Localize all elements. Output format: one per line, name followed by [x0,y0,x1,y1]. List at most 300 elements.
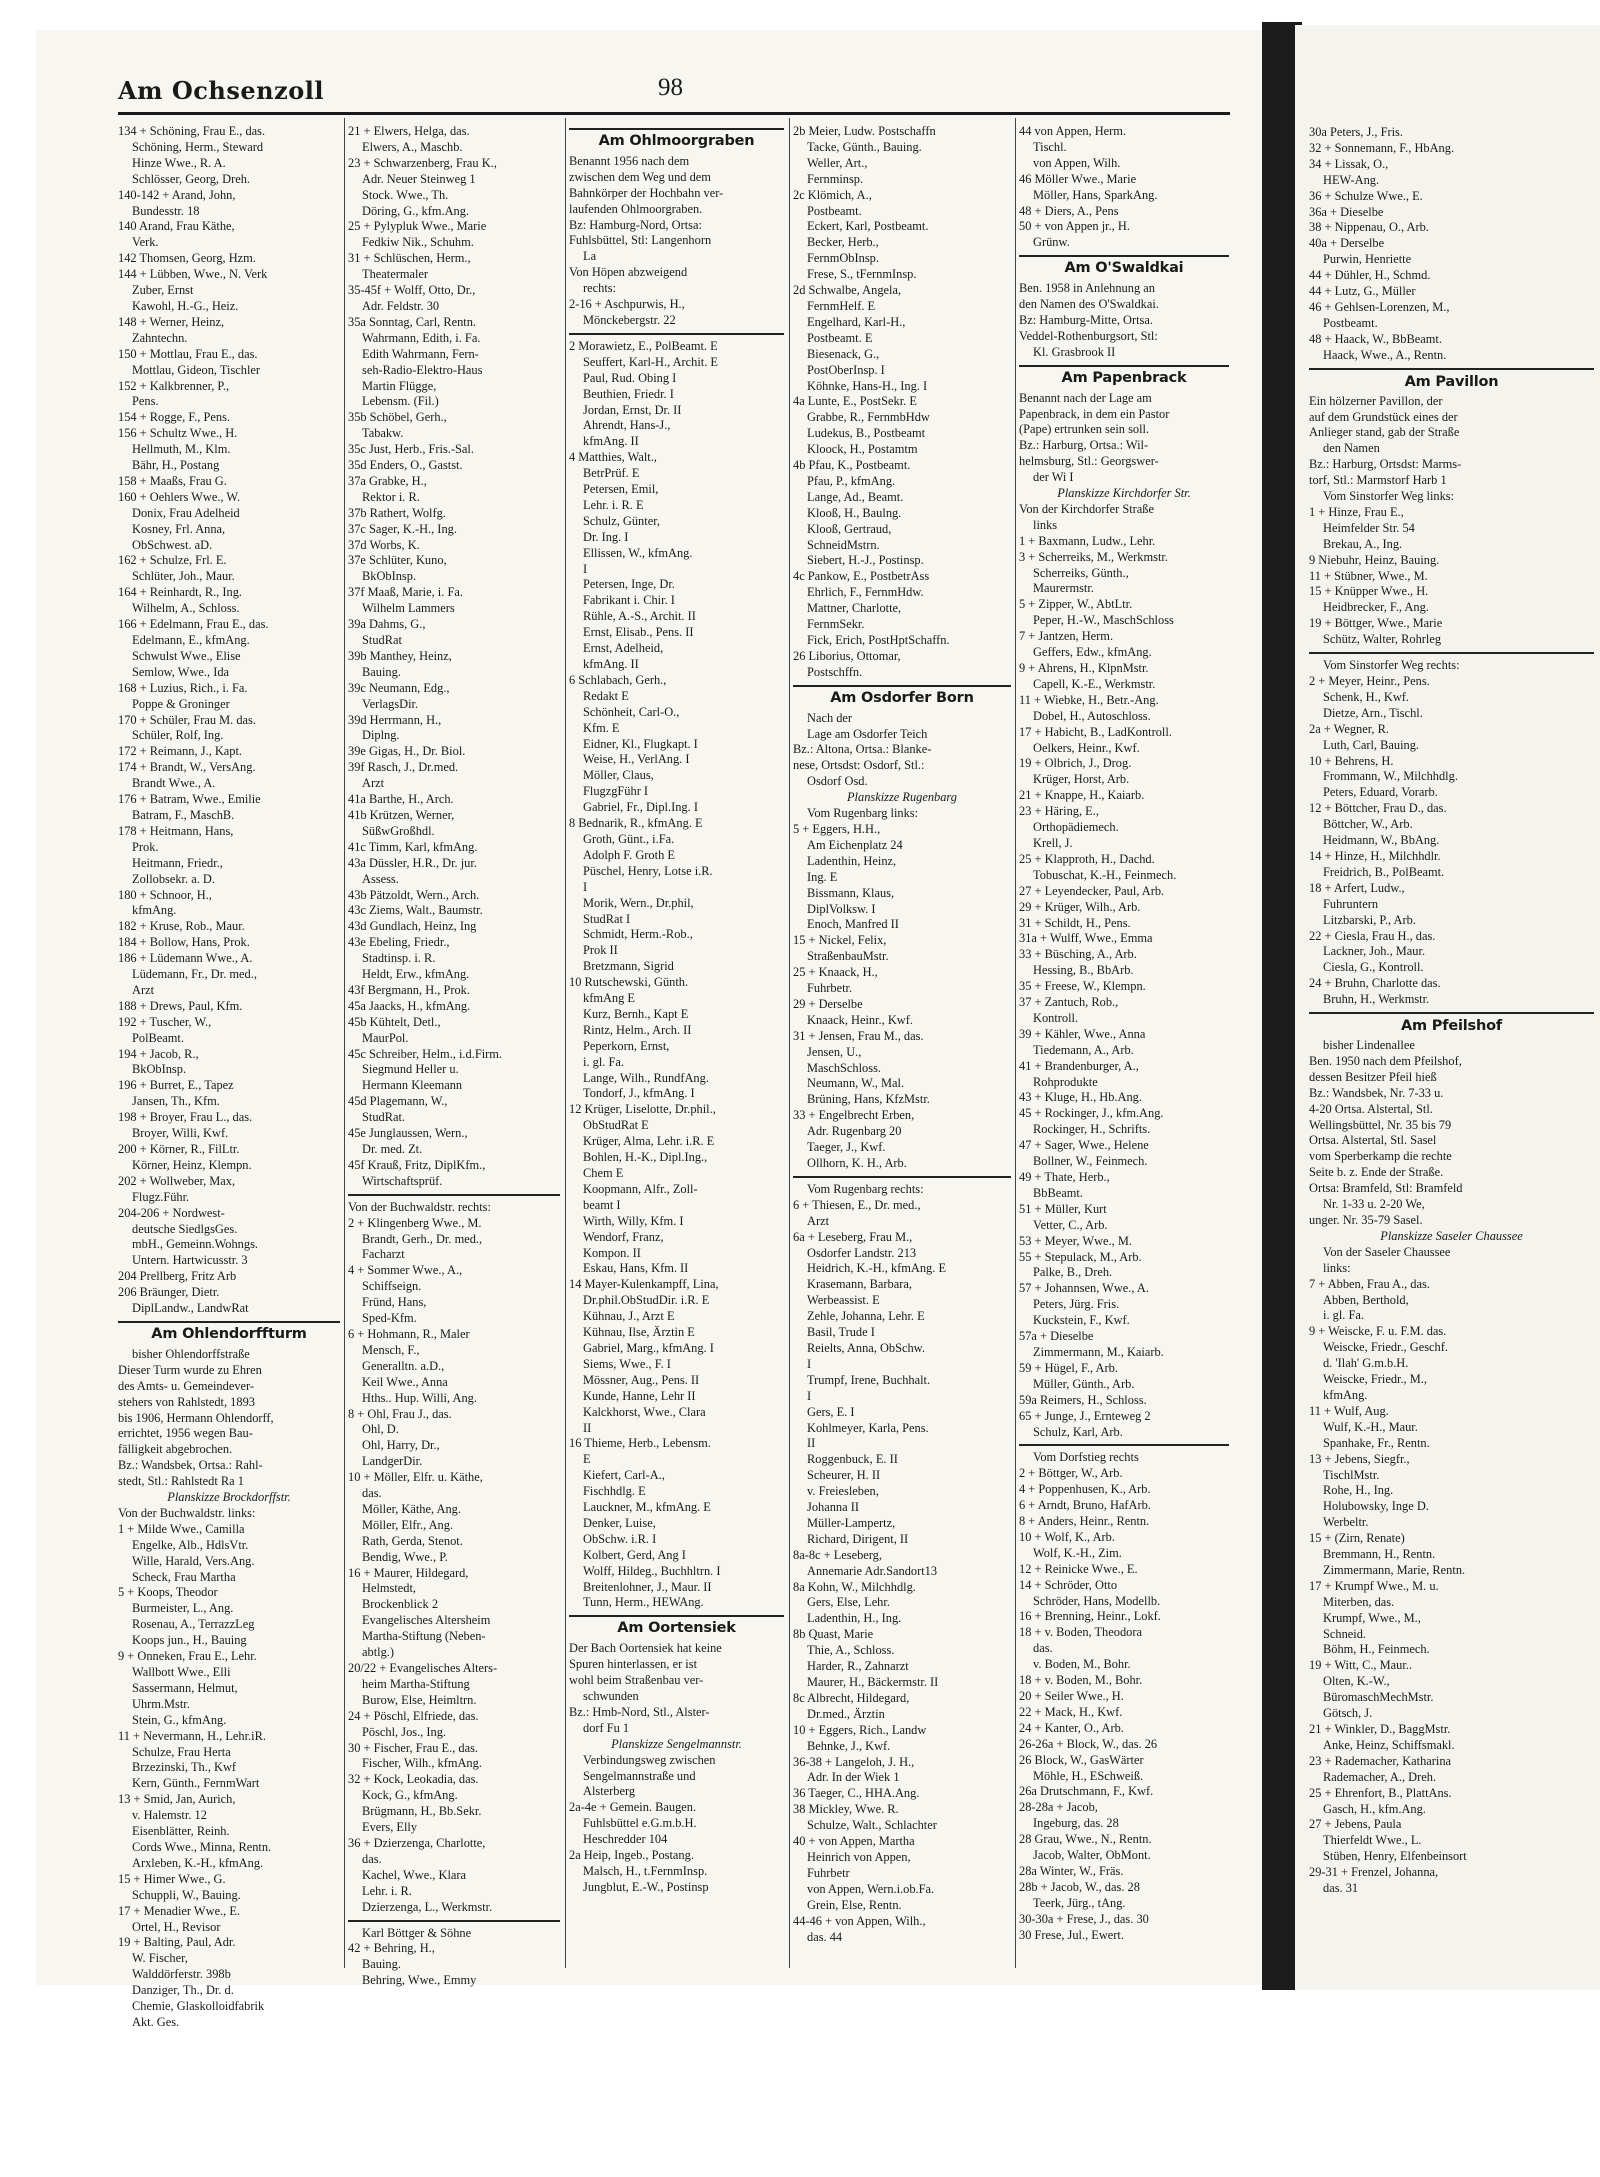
address-entry: 154 + Rogge, F., Pens. [118,410,231,425]
resident-entry: Evangelisches Altersheim [362,1613,491,1628]
resident-entry: LandgerDir. [362,1454,423,1469]
address-entry: 17 + Krumpf Wwe., M. u. [1309,1578,1439,1593]
address-entry: 35-45f + Wolff, Otto, Dr., [348,283,476,298]
section-divider [1309,368,1594,370]
address-entry: 25 + Pylypluk Wwe., Marie [348,219,487,234]
resident-entry: StudRat [362,633,402,647]
resident-entry: Heschredder 104 [583,1832,668,1847]
resident-entry: Kalckhorst, Wwe., Clara [583,1404,706,1419]
resident-entry: v. Boden, M., Bohr. [1033,1657,1131,1672]
map-reference: Planskizze Brockdorffstr. [167,1490,291,1505]
resident-entry: Denker, Luise, [583,1515,656,1530]
address-entry: 16 + Brenning, Heinr., Lokf. [1019,1609,1161,1624]
resident-entry: Spanhake, Fr., Rentn. [1323,1435,1430,1450]
address-entry: 4a Lunte, E., PostSekr. E [793,394,917,409]
address-entry: 29-31 + Frenzel, Johanna, [1309,1865,1439,1880]
address-entry: 31 + Jensen, Frau M., das. [793,1028,924,1043]
resident-entry: Fründ, Hans, [362,1295,427,1310]
address-entry: 23 + Rademacher, Katharina [1309,1753,1452,1768]
address-entry: 2 + Böttger, W., Arb. [1019,1466,1123,1481]
resident-entry: Ollhorn, K. H., Arb. [807,1156,907,1170]
resident-entry: Krüger, Alma, Lehr. i.R. E [583,1134,715,1149]
resident-entry: StudRat I [583,911,631,926]
resident-entry: links: [1323,1260,1351,1275]
section-divider [569,128,784,130]
address-entry: 39a Dahms, G., [348,617,426,632]
address-entry: 49 + Thate, Herb., [1019,1170,1110,1184]
resident-entry: Krasemann, Barbara, [807,1277,912,1292]
resident-entry: Lüdemann, Fr., Dr. med., [132,967,257,982]
resident-entry: von Appen, Wilh. [1033,155,1121,170]
resident-entry: Generalltn. a.D., [362,1358,445,1373]
resident-entry: Kuckstein, F., Kwf. [1033,1313,1130,1328]
address-entry: 6 + Arndt, Bruno, HafArb. [1019,1498,1151,1513]
resident-entry: Lebensm. (Fil.) [362,394,439,409]
resident-entry: Schönheit, Carl-O., [583,704,680,719]
address-entry: 57 + Johannsen, Wwe., A. [1019,1281,1149,1296]
resident-entry: Postbeamt. [1323,315,1378,330]
address-entry: 19 + Olbrich, J., Drog. [1019,756,1132,771]
resident-entry: Ahrendt, Hans-J., [583,418,671,433]
resident-entry: Thierfeldt Wwe., L. [1323,1833,1422,1848]
resident-entry: Elwers, A., Maschb. [362,139,463,154]
address-entry: 20/22 + Evangelisches Alters- [348,1661,498,1675]
resident-entry: Dr.phil.ObStudDir. i.R. E [583,1293,710,1308]
resident-entry: Batram, F., MaschB. [132,807,235,822]
address-entry: 4c Pankow, E., PostbetrAss [793,569,930,584]
address-entry: 200 + Körner, R., FilLtr. [118,1142,240,1156]
resident-entry: Kompon. II [583,1245,641,1260]
resident-entry: Dr. Ing. I [583,529,629,544]
resident-entry: Bollner, W., Feinmech. [1033,1154,1148,1169]
address-entry: Ben. 1958 in Anlehnung an [1019,281,1155,296]
address-entry: Benannt nach der Lage am [1019,390,1152,405]
resident-entry: Zahntechn. [132,330,188,345]
resident-entry: Diplng. [362,728,400,743]
resident-entry: Stock. Wwe., Th. [362,187,449,202]
address-entry: 30 + Fischer, Frau E., das. [348,1740,479,1755]
address-entry: 10 + Behrens, H. [1309,753,1394,768]
address-entry: 7 + Abben, Frau A., das. [1309,1276,1430,1291]
resident-entry: Evers, Elly [362,1820,418,1835]
resident-entry: Schüler, Rolf, Ing. [132,728,224,743]
address-entry: 15 + (Zirn, Renate) [1309,1531,1405,1546]
resident-entry: Wilhelm, A., Schloss. [132,601,240,616]
resident-entry: Jordan, Ernst, Dr. II [583,402,682,417]
resident-entry: Heimfelder Str. 54 [1323,520,1415,535]
page-title: Am Ochsenzoll [118,76,324,105]
resident-entry: Kloock, H., Postamtm [807,442,918,457]
address-entry: helmsburg, Stl.: Georgswer- [1019,454,1159,469]
address-entry: 31a + Wulff, Wwe., Emma [1019,931,1153,946]
resident-entry: Arxleben, K.-H., kfmAng. [132,1855,264,1870]
section-divider [569,333,784,335]
resident-entry: Helmstedt, [362,1581,417,1596]
resident-entry: Weise, H., VerlAng. I [583,752,690,767]
column-divider [344,118,345,1968]
address-entry: 21 + Winkler, D., BaggMstr. [1309,1722,1451,1736]
address-entry: Ein hölzerner Pavillon, der [1309,393,1443,408]
address-entry: 2 + Klingenberg Wwe., M. [348,1215,482,1230]
resident-entry: La [583,249,597,264]
resident-entry: Böhm, H., Feinmech. [1323,1642,1430,1657]
address-entry: 37 + Zantuch, Rob., [1019,995,1119,1010]
address-entry: 9 + Weiscke, F. u. F.M. das. [1309,1324,1447,1339]
address-entry: 6 Schlabach, Gerh., [569,672,667,687]
address-entry: Fuhlsbüttel, Stl: Langenhorn [569,233,712,248]
resident-entry: Wulf, K.-H., Maur. [1323,1419,1418,1434]
address-entry: 46 Möller Wwe., Marie [1019,171,1137,186]
resident-entry: deutsche SiedlgsGes. [132,1221,238,1236]
address-entry: 176 + Batram, Wwe., Emilie [118,792,261,807]
address-entry: 45d Plagemann, W., [348,1094,448,1109]
address-entry: wohl beim Straßenbau ver- [569,1673,704,1688]
street-heading: Am Ohlmoorgraben [598,133,755,149]
resident-entry: Nach der [807,710,853,725]
resident-entry: Eskau, Hans, Kfm. II [583,1261,689,1276]
address-entry: 43d Gundlach, Heinz, Ing [348,919,477,934]
resident-entry: Brandt Wwe., A. [132,776,216,791]
street-heading: Am Pfeilshof [1401,1018,1502,1035]
address-entry: 17 + Habicht, B., LadKontroll. [1019,724,1172,739]
address-entry: nese, Ortsdst: Osdorf, Stl.: [793,758,925,773]
resident-entry: Stadtinsp. i. R. [362,951,436,966]
resident-entry: Zimmermann, Marie, Rentn. [1323,1562,1466,1577]
resident-entry: Roggenbuck, E. II [807,1452,898,1467]
resident-entry: Brügmann, H., Bb.Sekr. [362,1804,482,1819]
address-entry: laufenden Ohlmoorgraben. [569,201,703,216]
address-entry: 196 + Burret, E., Tapez [118,1078,234,1093]
address-entry: Ben. 1950 nach dem Pfeilshof, [1309,1053,1462,1068]
resident-entry: SüßwGroßhdl. [362,823,435,838]
resident-entry: Palke, B., Dreh. [1033,1265,1113,1280]
resident-entry: E [583,1452,591,1467]
resident-entry: Chemie, Glaskolloidfabrik [132,1999,265,2014]
address-entry: 37b Rathert, Wolfg. [348,505,446,520]
resident-entry: Hths.. Hup. Willi, Ang. [362,1390,477,1405]
resident-entry: I [807,1356,812,1371]
address-entry: 25 + Knaack, H., [793,965,878,980]
resident-entry: Ohl, D. [362,1422,399,1437]
resident-entry: Bundesstr. 18 [132,203,200,218]
resident-entry: Postschffn. [807,664,863,679]
address-entry: 9 + Onneken, Frau E., Lehr. [118,1649,257,1664]
resident-entry: Püschel, Henry, Lotse i.R. [583,863,713,878]
resident-entry: Karl Böttger & Söhne [362,1925,472,1940]
address-entry: 4-20 Ortsa. Alstertal, Stl. [1309,1101,1433,1116]
resident-entry: StudRat. [362,1110,406,1125]
directory-column-5 [1019,124,1229,1964]
resident-entry: Keil Wwe., Anna [362,1374,448,1389]
resident-entry: Litzbarski, P., Arb. [1323,912,1416,927]
address-entry: 5 + Koops, Theodor [118,1585,218,1600]
address-entry: 162 + Schulze, Frl. E. [118,553,227,568]
resident-entry: Maurermstr. [1033,581,1094,596]
address-entry: 182 + Kruse, Rob., Maur. [118,919,245,934]
resident-entry: BüromaschMechMstr. [1323,1690,1434,1705]
resident-entry: Broyer, Willi, Kwf. [132,1126,229,1141]
resident-entry: Theatermaler [362,267,429,282]
address-entry: 8a Kohn, W., Milchhdlg. [793,1579,916,1594]
address-entry: 28b + Jacob, W., das. 28 [1019,1879,1140,1894]
address-entry: 152 + Kalkbrenner, P., [118,378,230,393]
address-entry: 35d Enders, O., Gastst. [348,458,463,473]
resident-entry: Groth, Günt., i.Fa. [583,831,675,846]
resident-entry: Ehrlich, F., FernmHdw. [807,585,924,600]
resident-entry: Holubowsky, Inge D. [1323,1499,1429,1514]
resident-entry: bisher Lindenallee [1323,1038,1415,1053]
resident-entry: Vom Dorfstieg rechts [1033,1450,1139,1465]
resident-entry: FernmObInsp. [807,251,879,266]
resident-entry: Heidrich, K.-H., kfmAng. E [807,1261,947,1276]
header-rule [118,112,1230,115]
address-entry: 3 + Scherreiks, M., Werkmstr. [1019,549,1168,564]
address-entry: 32 + Sonnemann, F., HbAng. [1309,140,1455,155]
resident-entry: Rintz, Helm., Arch. II [583,1022,692,1037]
address-entry: 39f Rasch, J., Dr.med. [348,760,459,775]
resident-entry: Brekau, A., Ing. [1323,536,1403,551]
address-entry: 25 + Klapproth, H., Dachd. [1019,851,1155,866]
resident-entry: Tacke, Günth., Bauing. [807,139,922,154]
column-divider [789,118,790,1968]
resident-entry: Rohe, H., Ing. [1323,1483,1394,1498]
address-entry: Anlieger stand, gab der Straße [1309,425,1460,440]
address-entry: 172 + Reimann, J., Kapt. [118,744,242,759]
resident-entry: Cords Wwe., Minna, Rentn. [132,1839,272,1854]
resident-entry: Tondorf, J., kfmAng. I [583,1086,695,1101]
resident-entry: Uhrm.Mstr. [132,1696,190,1711]
resident-entry: Sengelmannstraße und [583,1768,696,1783]
address-entry: auf dem Grundstück eines der [1309,409,1458,424]
resident-entry: II [807,1436,816,1451]
address-entry: des Amts- u. Gemeindever- [118,1378,255,1393]
resident-entry: Kawohl, H.-G., Heiz. [132,298,239,313]
address-entry: 35 + Freese, W., Klempn. [1019,979,1146,994]
resident-entry: Klooß, H., Baulng. [807,505,902,520]
resident-entry: heim Martha-Stiftung [362,1676,470,1691]
address-entry: 148 + Werner, Heinz, [118,314,225,329]
resident-entry: abtlg.) [362,1645,394,1660]
resident-entry: Weiscke, Friedr., Geschf. [1323,1340,1448,1355]
resident-entry: Akt. Ges. [132,2014,180,2029]
address-entry: 39d Herrmann, H., [348,712,442,727]
resident-entry: schwunden [583,1689,639,1703]
resident-entry: ObSchwest. aD. [132,537,213,552]
resident-entry: Paul, Rud. Obing I [583,370,677,385]
section-divider [1309,1012,1594,1014]
resident-entry: Maurer, H., Bäckermstr. II [807,1675,939,1689]
address-entry: 30-30a + Frese, J., das. 30 [1019,1911,1149,1926]
resident-entry: Peperkorn, Ernst, [583,1038,670,1053]
resident-entry: Heldt, Erw., kfmAng. [362,967,470,982]
address-entry: 20 + Seiler Wwe., H. [1019,1689,1124,1703]
address-entry: 33 + Engelbrecht Erben, [793,1108,915,1123]
resident-entry: ObStudRat E [583,1118,649,1133]
resident-entry: Ohl, Harry, Dr., [362,1438,440,1453]
address-entry: 43c Ziems, Walt., Baumstr. [348,903,483,918]
resident-entry: Morik, Wern., Dr.phil, [583,895,694,910]
resident-entry: Lehr. i. R. E [583,497,644,512]
section-divider [348,1194,560,1196]
resident-entry: Wendorf, Franz, [583,1229,664,1244]
address-entry: 1 + Baxmann, Ludw., Lehr. [1019,533,1156,548]
resident-entry: Dr. med. Zt. [362,1142,423,1156]
resident-entry: Annemarie Adr.Sandort13 [807,1563,938,1578]
resident-entry: Lage am Osdorfer Teich [807,726,928,741]
resident-entry: Postbeamt. E [807,330,873,345]
resident-entry: Prok. [132,839,159,854]
resident-entry: der Wi I [1033,470,1074,485]
resident-entry: Wirth, Willy, Kfm. I [583,1213,684,1228]
resident-entry: HEW-Ang. [1323,172,1380,187]
resident-entry: Schlüter, Joh., Maur. [132,569,235,584]
resident-entry: Mottlau, Gideon, Tischler [132,362,261,377]
resident-entry: Rosenau, A., TerrazzLeg [132,1617,255,1632]
address-entry: fälligkeit abgebrochen. [118,1442,233,1457]
resident-entry: Richard, Dirigent, II [807,1531,909,1546]
street-heading: Am Pavillon [1404,373,1499,390]
resident-entry: Zollobsekr. a. D. [132,871,215,886]
resident-entry: Vom Rugenbarg links: [807,806,919,821]
address-entry: Veddel-Rothenburgsort, Stl: [1019,328,1158,343]
resident-entry: Johanna II [807,1500,859,1515]
resident-entry: Dietze, Arn., Tischl. [1323,705,1423,720]
address-entry: errichtet, 1956 wegen Bau- [118,1426,253,1441]
directory-column-2 [348,124,560,1988]
resident-entry: das. [362,1486,382,1501]
resident-entry: Breitenlohner, J., Maur. II [583,1579,712,1594]
address-entry: unger. Nr. 35-79 Sasel. [1309,1213,1423,1227]
resident-entry: Müller-Lampertz, [807,1515,896,1530]
address-entry: 18 + v. Boden, M., Bohr. [1019,1673,1143,1688]
address-entry: 198 + Broyer, Frau L., das. [118,1110,253,1125]
resident-entry: Rühle, A.-S., Archit. II [583,609,696,624]
address-entry: 44 + Lutz, G., Müller [1309,284,1416,299]
address-entry: 24 + Bruhn, Charlotte das. [1309,976,1441,991]
address-entry: 2d Schwalbe, Angela, [793,283,902,298]
resident-entry: Müller, Günth., Arb. [1033,1376,1135,1391]
resident-entry: Lehr. i. R. [362,1883,412,1898]
resident-entry: Orthopädiemech. [1033,820,1119,835]
resident-entry: Burmeister, L., Ang. [132,1601,234,1616]
address-entry: 36 Taeger, C., HHA.Ang. [793,1786,920,1801]
resident-entry: Dr.med., Ärztin [807,1706,885,1721]
resident-entry: Köhnke, Hans-H., Ing. I [807,378,928,393]
resident-entry: Kl. Grasbrook II [1033,344,1116,359]
resident-entry: Purwin, Henriette [1323,252,1412,267]
address-entry: 14 Mayer-Kulenkampff, Lina, [569,1277,719,1292]
resident-entry: kfmAng. [132,903,177,918]
address-entry: 180 + Schnoor, H., [118,887,212,902]
address-entry: 59a Reimers, H., Schloss. [1019,1392,1147,1407]
directory-column-4 [793,124,1011,1964]
resident-entry: Schenk, H., Kwf. [1323,689,1410,704]
resident-entry: Wolff, Hildeg., Buchhltrn. I [583,1563,721,1578]
resident-entry: Stein, G., kfmAng. [132,1712,227,1727]
resident-entry: Ortel, H., Revisor [132,1919,221,1934]
resident-entry: Heinrich von Appen, [807,1849,911,1864]
resident-entry: Möller, Elfr., Ang. [362,1517,454,1532]
resident-entry: Reielts, Anna, ObSchw. [807,1340,925,1355]
resident-entry: Werbeassist. E [807,1293,880,1308]
address-entry: 202 + Wollweber, Max, [118,1173,236,1188]
address-entry: zwischen dem Weg und dem [569,169,711,184]
address-entry: 164 + Reinhardt, R., Ing. [118,585,242,600]
resident-entry: Rath, Gerda, Stenot. [362,1533,463,1548]
address-entry: Bz.: Wandsbek, Nr. 7-33 u. [1309,1085,1444,1100]
address-entry: 9 Niebuhr, Heinz, Bauing. [1309,552,1440,567]
section-divider [118,1321,340,1323]
address-entry: 2-16 + Aschpurwis, H., [569,297,685,312]
resident-entry: Untern. Hartwicusstr. 3 [132,1253,248,1268]
resident-entry: das. 44 [807,1929,843,1944]
section-divider [348,1920,560,1922]
resident-entry: Wirtschaftsprüf. [362,1173,443,1188]
resident-entry: Eckert, Karl, Postbeamt. [807,219,929,234]
resident-entry: Semlow, Wwe., Ida [132,664,230,679]
address-entry: 204 Prellberg, Fritz Arb [118,1269,237,1284]
address-entry: 23 + Häring, E., [1019,804,1099,819]
address-entry: 22 + Mack, H., Kwf. [1019,1704,1123,1719]
resident-entry: W. Fischer, [132,1951,188,1966]
address-entry: 65 + Junge, J., Ernteweg 2 [1019,1408,1151,1423]
resident-entry: Seuffert, Karl-H., Archit. E [583,354,718,369]
resident-entry: Möller, Käthe, Ang. [362,1501,461,1516]
resident-entry: Jungblut, E.-W., Postinsp [583,1879,709,1894]
address-entry: 2a Heip, Ingeb., Postang. [569,1848,694,1863]
address-entry: 8c Albrecht, Hildegard, [793,1690,910,1705]
address-entry: 4 + Poppenhusen, K., Arb. [1019,1482,1151,1497]
address-entry: 16 + Maurer, Hildegard, [348,1565,469,1580]
resident-entry: Gabriel, Fr., Dipl.Ing. I [583,800,698,815]
map-reference: Planskizze Rugenbarg [846,790,957,805]
resident-entry: Teerk, Jürg., tAng. [1033,1895,1126,1910]
address-entry: Bz: Hamburg-Nord, Ortsa: [569,217,702,232]
resident-entry: Fuhrbetr. [807,981,853,996]
address-entry: 31 + Schildt, H., Pens. [1019,915,1131,930]
resident-entry: Capell, K.-E., Werkmstr. [1033,676,1156,691]
address-entry: 32 + Kock, Leokadia, das. [348,1772,479,1787]
address-entry: 178 + Heitmann, Hans, [118,823,234,838]
address-entry: 31 + Schlüschen, Herm., [348,251,471,266]
address-entry: 192 + Tuscher, W., [118,1014,212,1029]
resident-entry: Danziger, Th., Dr. d. [132,1983,234,1998]
street-heading: Am Papenbrack [1061,369,1187,386]
resident-entry: Lackner, Joh., Maur. [1323,944,1426,959]
resident-entry: Wolf, K.-H., Zim. [1033,1545,1122,1560]
resident-entry: bisher Ohlendorffstraße [132,1346,250,1361]
resident-entry: Peters, Jürg. Fris. [1033,1297,1120,1312]
address-entry: 4b Pfau, K., Postbeamt. [793,458,911,473]
resident-entry: DiplVolksw. I [807,901,876,916]
address-entry: 2b Meier, Ludw. Postschaffn [793,124,936,138]
resident-entry: Mössner, Aug., Pens. II [583,1372,700,1387]
section-divider [1019,255,1229,257]
resident-entry: Kunde, Hanne, Lehr II [583,1388,696,1403]
address-entry: 28a Winter, W., Fräs. [1019,1863,1124,1878]
address-entry: 45 + Rockinger, J., kfm.Ang. [1019,1106,1164,1121]
resident-entry: kfmAng. II [583,657,639,671]
resident-entry: Ladenthin, H., Ing. [807,1611,902,1626]
address-entry: 48 + Haack, W., BbBeamt. [1309,331,1442,346]
resident-entry: Schöning, Herm., Steward [132,139,264,154]
resident-entry: Freidrich, B., PolBeamt. [1323,864,1445,879]
resident-entry: Hessing, B., BbArb. [1033,963,1134,978]
resident-entry: Heidmann, W., BbAng. [1323,833,1440,848]
map-reference: Planskizze Saseler Chaussee [1380,1228,1523,1243]
address-entry: torf, Stl.: Marmstorf Harb 1 [1309,473,1447,488]
address-entry: 1 + Hinze, Frau E., [1309,504,1404,519]
